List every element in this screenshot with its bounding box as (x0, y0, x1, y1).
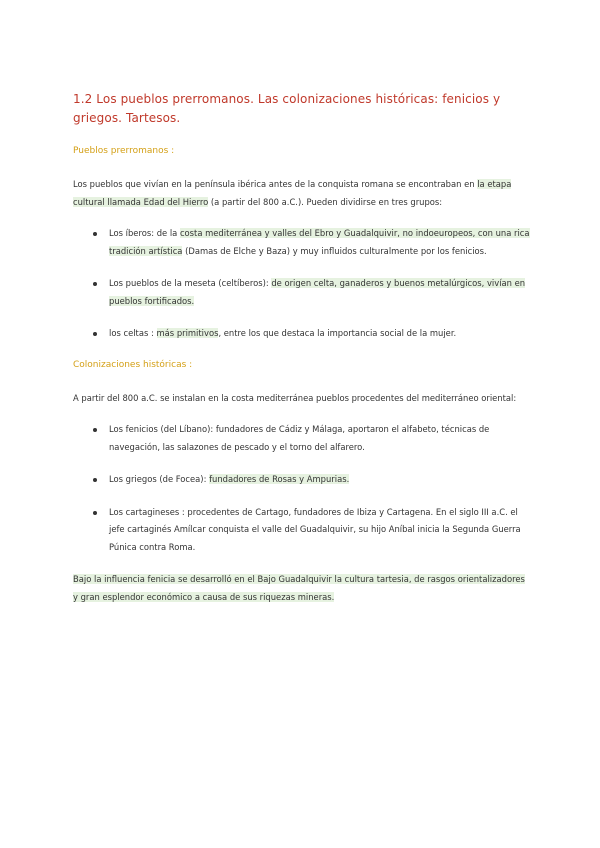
item-text: , entre los que destaca la importancia social de la mujer. (218, 328, 457, 338)
item-text: los celtas : (109, 328, 157, 338)
bullet-icon (93, 478, 97, 482)
bullet-icon (93, 428, 97, 432)
item-text: Los fenicios (del Líbano): fundadores de Cádiz y Málaga, aportaron el alfabeto, técnicas de navegación, las salazones de pescado y el torno del alfarero. (109, 424, 490, 452)
bullet-list-prerromanos (73, 225, 531, 343)
bullet-icon (93, 511, 97, 515)
highlighted-text: la etapa cultural llamada Edad del Hierro (73, 179, 512, 207)
item-text: Los cartagineses : procedentes de Cartago, fundadores de Ibiza y Cartagena. En el siglo III a.C. el jefe cartaginés Amílcar conquista el valle del Guadalquivir, su hijo Aníbal inicia la Segunda Guerra Púnica contra Roma. (109, 506, 521, 552)
item-text: Los griegos (de Focea): (109, 474, 210, 484)
item-text: Los íberos: de la (109, 228, 180, 238)
intro-text: Los pueblos que vivían en la península ibérica antes de la conquista romana se encontraban en (73, 179, 478, 189)
list-item (73, 504, 531, 557)
page-title: 1.2 Los pueblos prerromanos. Las colonizaciones históricas: fenicios y griegos. Tartesos. (73, 92, 501, 125)
list-item (73, 325, 531, 343)
intro-paragraph-colonizaciones (73, 390, 531, 408)
highlighted-text: más primitivos (156, 328, 219, 338)
intro-text: (a partir del 800 a.C.). Pueden dividirse en tres grupos: (208, 196, 443, 207)
list-item (73, 225, 531, 260)
highlighted-text: de origen celta, ganaderos y buenos metalúrgicos, vivían en pueblos fortificados. (109, 278, 526, 306)
highlighted-text: Bajo la influencia fenicia se desarrolló en el Bajo Guadalquivir la cultura tartesia, de rasgos orientalizadores y gran esplendor económico a causa de sus riquezas mineras. (73, 574, 525, 602)
item-text: (Damas de Elche y Baza) y muy influidos culturalmente por los fenicios. (182, 245, 487, 256)
document-page (73, 90, 531, 620)
item-text: Los pueblos de la meseta (celtíberos): (109, 278, 272, 288)
list-item (73, 471, 531, 489)
section-heading-prerromanos: Pueblos prerromanos : (73, 146, 175, 156)
highlighted-text: costa mediterránea y valles del Ebro y Guadalquivir, no indoeuropeos, con una rica tradición artística (109, 228, 530, 256)
intro-text: A partir del 800 a.C. se instalan en la costa mediterránea pueblos procedentes del mediterráneo oriental: (73, 392, 517, 403)
list-item (73, 275, 531, 310)
bullet-list-colonizaciones (73, 421, 531, 556)
section-heading-colonizaciones: Colonizaciones históricas : (73, 359, 193, 370)
highlighted-text: fundadores de Rosas y Ampurias. (209, 474, 350, 484)
closing-paragraph (73, 571, 531, 606)
list-item (73, 421, 531, 456)
bullet-icon (93, 332, 97, 336)
bullet-icon (93, 232, 97, 236)
bullet-icon (93, 282, 97, 286)
intro-paragraph-prerromanos (73, 176, 531, 211)
